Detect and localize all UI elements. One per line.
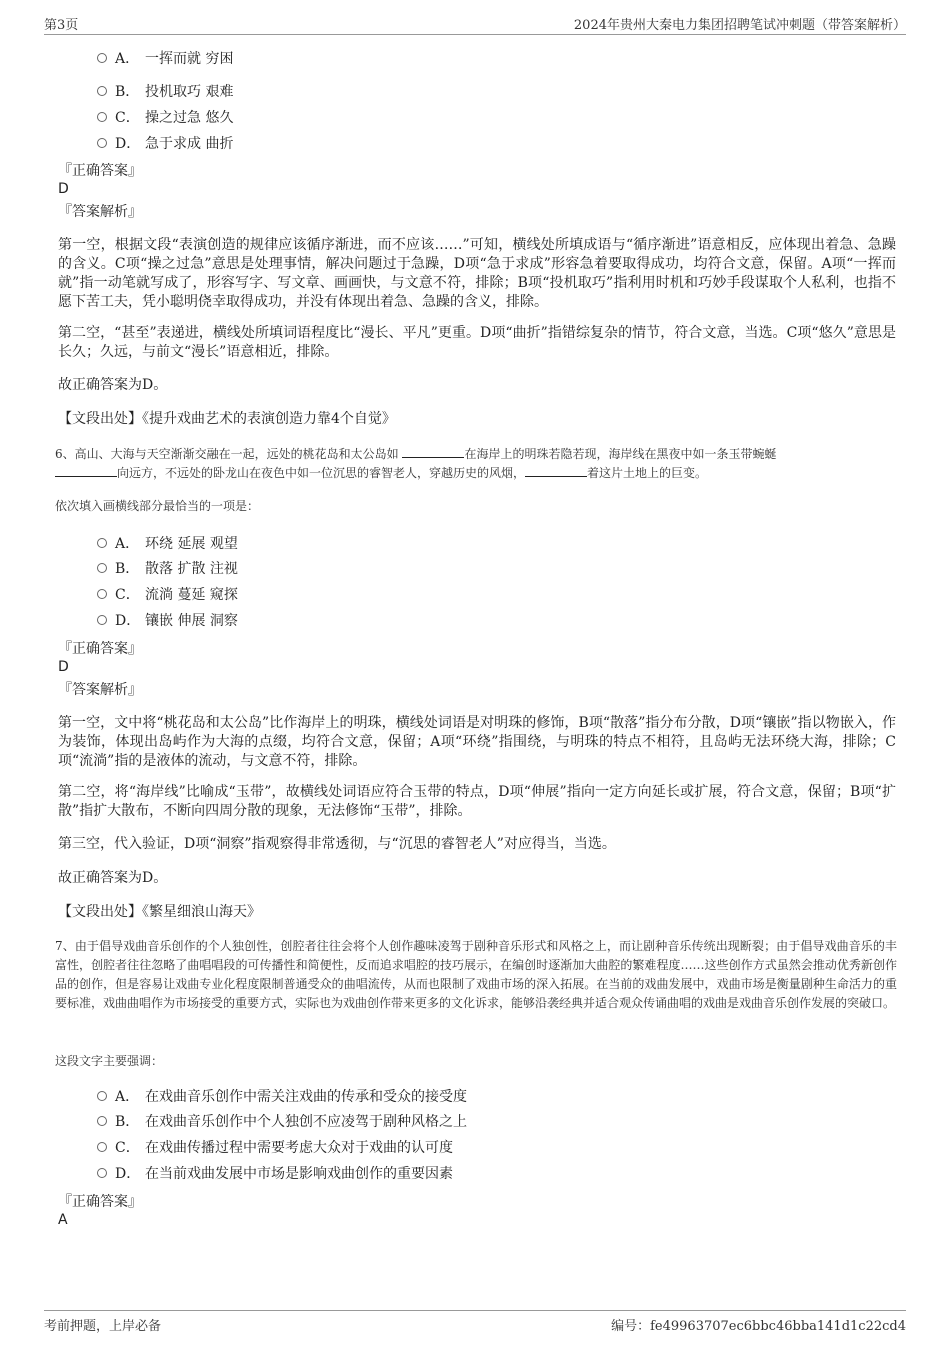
blank-3 <box>525 464 587 477</box>
q5-analysis-p1: 第一空，根据文段“表演创造的规律应该循序渐进，而不应该……”可知，横线处所填成语与“循序渐进”语意相反，应体现出着急、急躁的含义。C项“操之过急”意思是处理事情，解决问题过于急躁，D项“急于求成”形容急着要取得成功，均符合文意，保留。A项“一挥而就”指一动笔就写成了，形容写字、写文章、画画快，与文意不符，排除；B项“投机取巧”指利用时机和巧妙手段谋取个人私利，也指不愿下苦工夫，凭小聪明侥幸取得成功，并没有体现出着急、急躁的含义，排除。 <box>58 237 896 310</box>
q6-option-b[interactable]: B． 散落 扩散 注视 <box>97 560 238 578</box>
q7-option-d[interactable]: D． 在当前戏曲发展中市场是影响戏曲创作的重要因素 <box>97 1165 453 1183</box>
page-header <box>44 12 906 35</box>
q7-answer-label: 『正确答案』 <box>58 1194 142 1210</box>
q7-option-c[interactable]: C． 在戏曲传播过程中需要考虑大众对于戏曲的认可度 <box>97 1139 453 1157</box>
q5-analysis-p2: 第二空，“甚至”表递进，横线处所填词语程度比“漫长、平凡”更重。D项“曲折”指错综复杂的情节，符合文意，当选。C项“悠久”意思是长久；久远，与前文“漫长”语意相近，排除。 <box>58 325 896 360</box>
radio-icon[interactable] <box>97 615 107 625</box>
q5-option-a[interactable]: A． 一挥而就 穷困 <box>97 50 233 68</box>
q6-answer: D <box>58 659 69 675</box>
page-number: 第3页 <box>44 18 79 33</box>
q6-analysis-p3: 第三空，代入验证，D项“洞察”指观察得非常透彻，与“沉思的睿智老人”对应得当，当选。 <box>58 836 616 852</box>
radio-icon[interactable] <box>97 138 107 148</box>
q5-option-d[interactable]: D． 急于求成 曲折 <box>97 135 233 153</box>
q7-answer: A <box>58 1212 68 1228</box>
q5-option-b[interactable]: B． 投机取巧 艰难 <box>97 83 233 101</box>
q6-analysis-p1: 第一空，文中将“桃花岛和太公岛”比作海岸上的明珠，横线处词语是对明珠的修饰，B项“散落”指分布分散，D项“镶嵌”指以物嵌入，作为装饰，体现出岛屿作为大海的点缀，均符合文意，保留；A项“环绕”指围绕，与明珠的特点不相符，且岛屿无法环绕大海，排除；C项“流淌”指的是液体的流动，与文意不符，排除。 <box>58 715 896 769</box>
q7-option-a[interactable]: A． 在戏曲音乐创作中需关注戏曲的传承和受众的接受度 <box>97 1088 467 1106</box>
radio-icon[interactable] <box>97 1091 107 1101</box>
radio-icon[interactable] <box>97 53 107 63</box>
q5-answer: D <box>58 181 69 197</box>
q5-answer-label: 『正确答案』 <box>58 163 142 179</box>
document-id: 编号：fe49963707ec6bbc46bba141d1c22cd4 <box>611 1319 906 1334</box>
q5-analysis-p3: 故正确答案为D。 <box>58 377 168 393</box>
q6-analysis-p4: 故正确答案为D。 <box>58 870 168 886</box>
q7-prompt: 这段文字主要强调： <box>55 1054 164 1068</box>
blank-1 <box>402 445 464 458</box>
q5-option-c[interactable]: C． 操之过急 悠久 <box>97 109 233 127</box>
q5-source: 【文段出处】《提升戏曲艺术的表演创造力靠4个自觉》 <box>58 411 396 427</box>
page-footer <box>44 1310 906 1339</box>
document-title: 2024年贵州大秦电力集团招聘笔试冲刺题（带答案解析） <box>573 18 906 33</box>
radio-icon[interactable] <box>97 538 107 548</box>
q6-option-c[interactable]: C． 流淌 蔓延 窥探 <box>97 586 238 604</box>
q6-analysis-p2: 第二空，将“海岸线”比喻成“玉带”，故横线处词语应符合玉带的特点，D项“伸展”指向一定方向延长或扩展，符合文意，保留；B项“扩散”指扩大散布，不断向四周分散的现象，无法修饰“玉带”，排除。 <box>58 784 896 819</box>
q6-prompt: 依次填入画横线部分最恰当的一项是： <box>55 499 260 513</box>
radio-icon[interactable] <box>97 112 107 122</box>
q6-option-a[interactable]: A． 环绕 延展 观望 <box>97 535 238 553</box>
radio-icon[interactable] <box>97 589 107 599</box>
radio-icon[interactable] <box>97 1168 107 1178</box>
q7-stem: 7、由于倡导戏曲音乐创作的个人独创性，创腔者往往会将个人创作趣味凌驾于剧种音乐形式和风格之上，而让剧种音乐传统出现断裂；由于倡导戏曲音乐的丰富性，创腔者往往忽略了曲唱唱段的可传播性和简便性，反而追求唱腔的技巧展示，在编创时逐渐加大曲腔的繁难程度……这些创作方式虽然会推动优秀新创作品的创作，但是容易让戏曲专业化程度限制普通受众的曲唱流传，从而也限制了戏曲市场的深入拓展。在当前的戏曲发展中，戏曲市场是衡量剧种生命活力的重要标准，戏曲曲唱作为市场接受的重要方式，实际也为戏曲创作带来更多的文化诉求，能够沿袭经典并适合观众传诵曲唱的戏曲是戏曲音乐创作发展的突破口。 <box>55 939 897 1010</box>
radio-icon[interactable] <box>97 563 107 573</box>
radio-icon[interactable] <box>97 1142 107 1152</box>
radio-icon[interactable] <box>97 86 107 96</box>
radio-icon[interactable] <box>97 1116 107 1126</box>
q5-analysis-label: 『答案解析』 <box>58 204 142 220</box>
q6-option-d[interactable]: D． 镶嵌 伸展 洞察 <box>97 612 238 630</box>
q7-option-b[interactable]: B． 在戏曲音乐创作中个人独创不应凌驾于剧种风格之上 <box>97 1113 467 1131</box>
q6-source: 【文段出处】《繁星细浪山海天》 <box>58 904 261 920</box>
blank-2 <box>55 464 117 477</box>
q6-answer-label: 『正确答案』 <box>58 641 142 657</box>
footer-slogan: 考前押题，上岸必备 <box>44 1319 162 1334</box>
q6-stem: 6、高山、大海与天空渐渐交融在一起，远处的桃花岛和太公岛如 在海岸上的明珠若隐若现，海岸线在黑夜中如一条玉带蜿蜒 向远方，不远处的卧龙山在夜色中如一位沉思的睿智老人，穿越历史的风烟， 着这片土地上的巨变。 <box>55 447 777 480</box>
q6-analysis-label: 『答案解析』 <box>58 682 142 698</box>
